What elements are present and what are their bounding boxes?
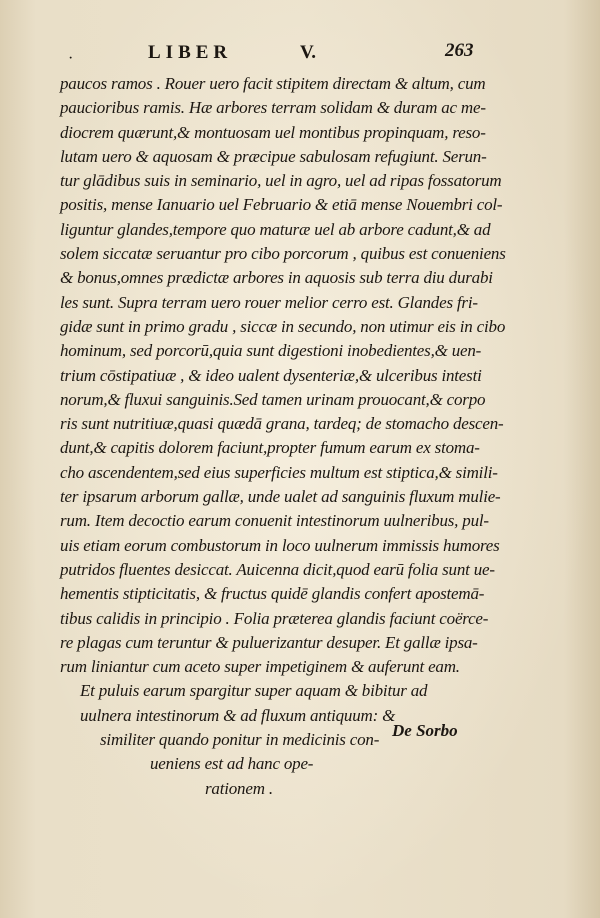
text-line: lutam uero & aquosam & præcipue sabulosam refugiunt. Serun- — [60, 146, 487, 166]
text-line: re plagas cum teruntur & puluerizantur desuper. Et gallæ ipsa- — [60, 632, 478, 652]
text-line: tur glādibus suis in seminario, uel in agro, uel ad ripas fossatorum — [60, 171, 502, 191]
text-line: gidæ sunt in primo gradu , siccæ in secundo, non utimur eis in cibo — [60, 316, 506, 336]
text-line: similiter quando ponitur in medicinis con- — [100, 730, 380, 750]
running-header — [60, 40, 560, 70]
text-line: cho ascendentem,sed eius superficies multum est stiptica,& simili- — [60, 462, 498, 482]
text-line: norum,& fluxui sanguinis.Sed tamen urinam prouocant,& corpo — [60, 389, 486, 409]
text-line: tibus calidis in principio . Folia præterea glandis faciunt coërce- — [60, 608, 489, 628]
text-line: les sunt. Supra terram uero rouer melior cerro est. Glandes fri- — [60, 292, 478, 312]
text-line: ter ipsarum arborum gallæ, unde ualet ad sanguinis fluxum mulie- — [60, 487, 501, 507]
book-number: V. — [300, 42, 317, 63]
catchword: De Sorbo — [392, 721, 458, 740]
text-line: rum liniantur cum aceto super impetiginem & auferunt eam. — [60, 657, 460, 677]
text-line: liguntur glandes,tempore quo maturæ uel ab arbore cadunt,& ad — [60, 219, 491, 239]
running-title: LIBER — [148, 42, 233, 63]
text-line: ueniens est ad hanc ope- — [150, 754, 314, 774]
text-line: diocrem quærunt,& montuosam uel montibus propinquam, reso- — [60, 122, 486, 142]
text-line: rum. Item decoctio earum conuenit intestinorum uulneribus, pul- — [60, 511, 489, 531]
text-line: Et puluis earum spargitur super aquam & bibitur ad — [80, 681, 428, 701]
text-line: & bonus,omnes prædictæ arbores in aquosis sub terra diu durabi — [60, 268, 493, 288]
page-number: 263 — [445, 40, 474, 61]
text-line: putridos fluentes desiccat. Auicenna dicit,quod earū folia sunt ue- — [60, 559, 495, 579]
text-line: dunt,& capitis dolorem faciunt,propter fumum earum ex stoma- — [60, 438, 480, 458]
text-line: hominum, sed porcorū,quia sunt digestioni inobedientes,& uen- — [60, 341, 482, 361]
text-line: uulnera intestinorum & ad fluxum antiquum: & — [80, 705, 396, 725]
text-line: paucioribus ramis. Hæ arbores terram solidam & duram ac me- — [60, 98, 486, 118]
text-line: trium cōstipatiuæ , & ideo ualent dysenteriæ,& ulceribus intesti — [60, 365, 482, 385]
text-line: solem siccatæ seruantur pro cibo porcorum , quibus est conueniens — [60, 244, 506, 264]
main-text-block — [60, 72, 560, 801]
header-ornament: · — [68, 50, 74, 67]
text-line: paucos ramos . Rouer uero facit stipitem directam & altum, cum — [60, 74, 486, 93]
text-line: ris sunt nutritiuæ,quasi quædā grana, tardeq; de stomacho descen- — [60, 414, 504, 434]
text-line: rationem . — [205, 778, 273, 798]
text-line: hementis stipticitatis, & fructus quidē glandis confert apostemā- — [60, 584, 485, 604]
text-line: positis, mense Ianuario uel Februario & etiā mense Nouembri col- — [60, 195, 503, 215]
text-line: uis etiam eorum combustorum in loco uulnerum immissis humores — [60, 535, 500, 555]
